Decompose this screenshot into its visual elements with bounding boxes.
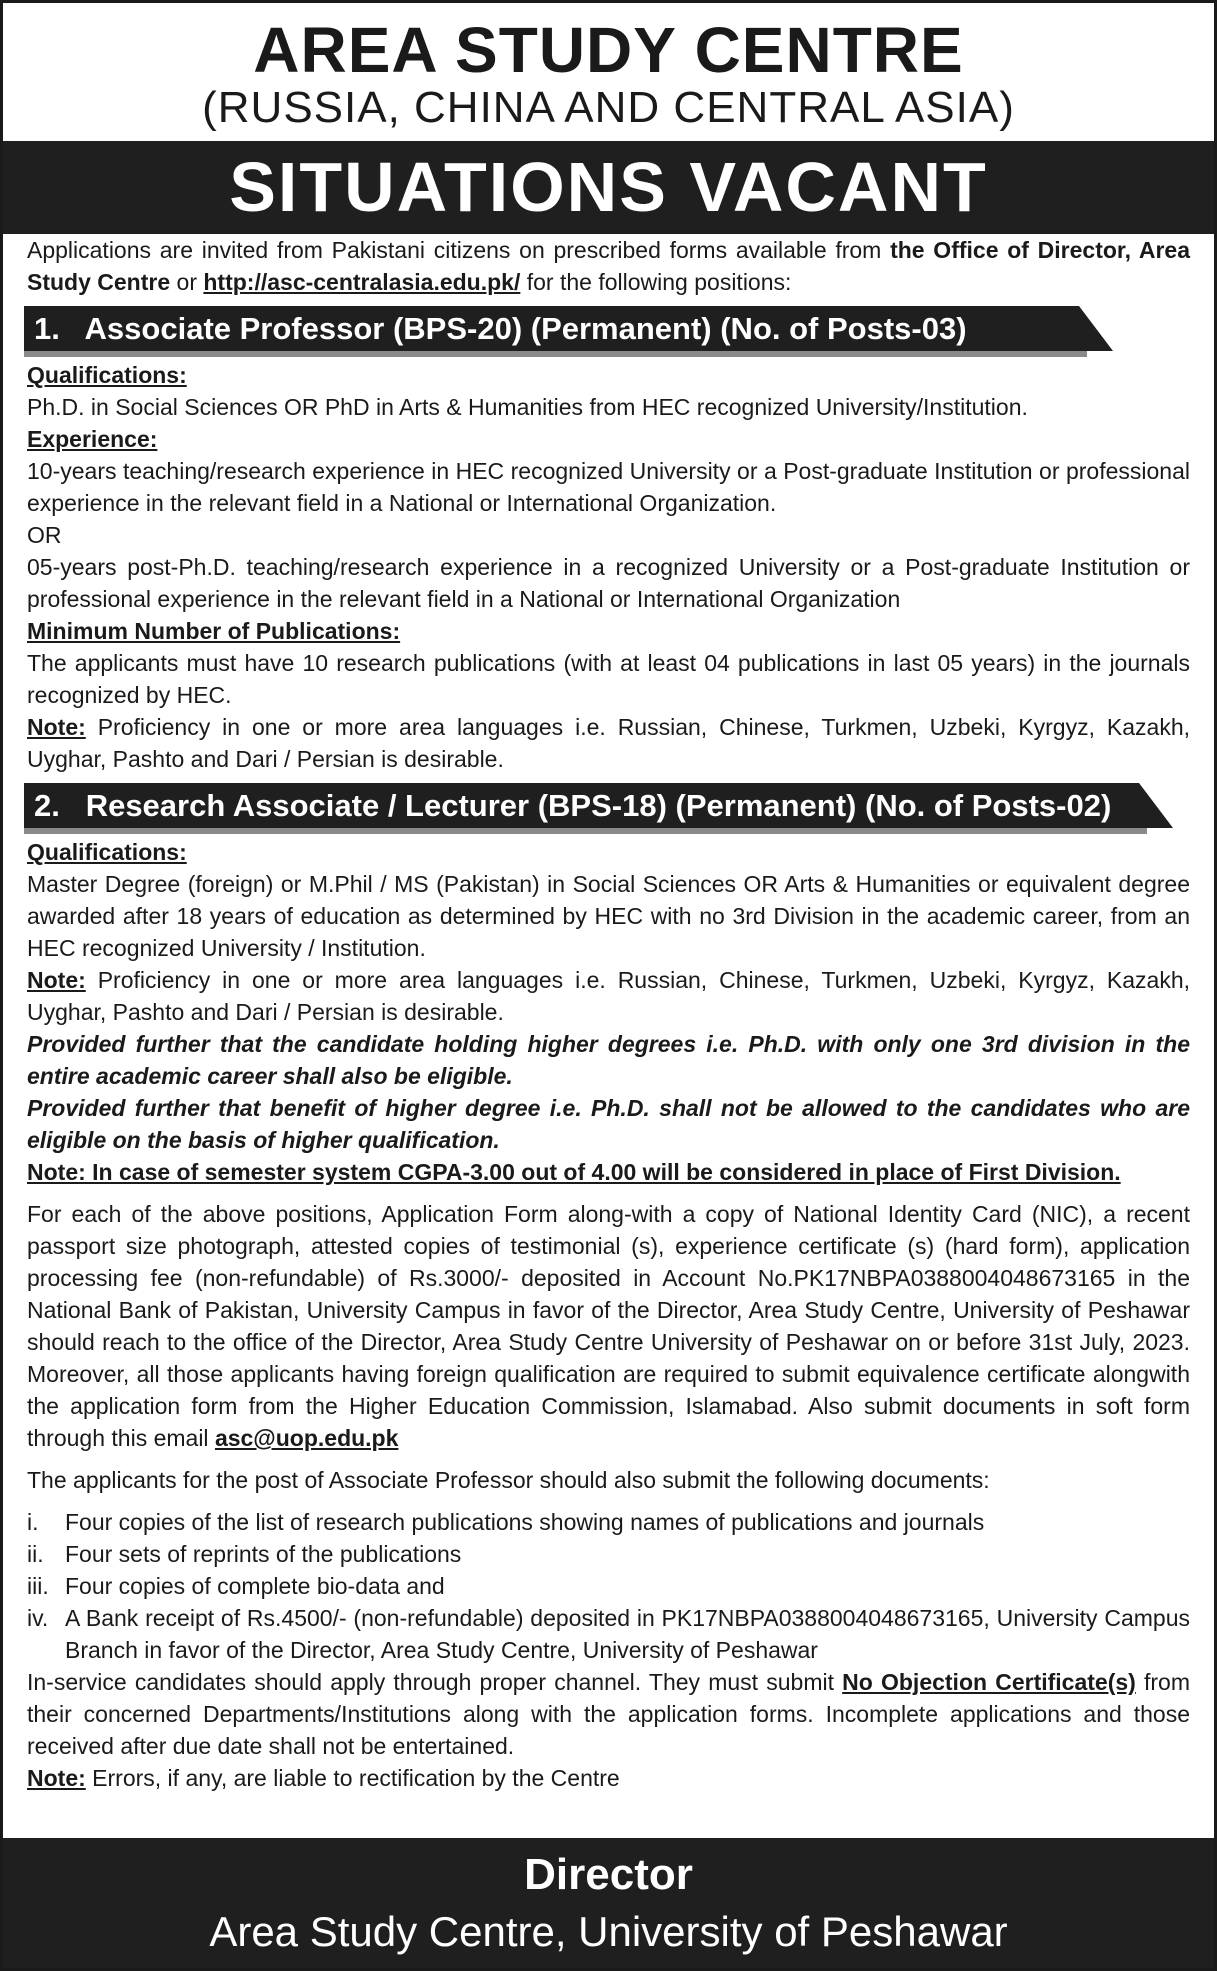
signature-footer bbox=[3, 1838, 1214, 1968]
website-link[interactable]: http://asc-centralasia.edu.pk/ bbox=[203, 269, 521, 295]
p1-publications: The applicants must have 10 research publications (with at least 04 publications in last 05 years) in the journals recognized by HEC. bbox=[27, 650, 1190, 708]
spacer bbox=[27, 1454, 1190, 1464]
list-item bbox=[27, 1570, 1190, 1602]
closing-note bbox=[27, 1762, 1190, 1794]
in-service-text: In-service candidates should apply through proper channel. They must submit bbox=[27, 1669, 843, 1695]
position-1-title: 1. Associate Professor (BPS-20) (Permanent) (No. of Posts-03) bbox=[34, 311, 967, 346]
position-1-heading bbox=[24, 306, 1079, 351]
list-item bbox=[27, 1506, 1190, 1538]
associate-docs-list bbox=[27, 1506, 1190, 1666]
in-service-text-after: from their concerned Departments/Institutions along with the application forms. Incomplete applications and those received after due date shall not be entertained. bbox=[27, 1669, 1190, 1759]
list-marker: i. bbox=[27, 1509, 39, 1535]
signatory-title: Director bbox=[524, 1850, 693, 1899]
p2-qualifications: Master Degree (foreign) or M.Phil / MS (Pakistan) in Social Sciences OR Arts & Humanities or equivalent degree awarded after 18 years of education as determined by HEC with no 3rd Division in the academic career, from an HEC recognized University / Institution. bbox=[27, 871, 1190, 961]
p1-qualifications: Ph.D. in Social Sciences OR PhD in Arts & Humanities from HEC recognized University/Institution. bbox=[27, 394, 1028, 420]
application-text: For each of the above positions, Application Form along-with a copy of National Identity Card (NIC), a recent passport size photograph, attested copies of testimonial (s), experience certificate (s) (hard form), application processing fee (non-refundable) of Rs.3000/- deposited in Account No.PK17NBPA0388004048673165 in the National Bank of Pakistan, University Campus in favor of the Director, Area Study Centre, University of Peshawar should reach to the office of the Director, Area Study Centre University of Peshawar on or before 31st July, 2023. Moreover, all those applicants having foreign qualification are required to submit equivalence certificate alongwith the application form from the Higher Education Commission, Islamabad. Also submit documents in soft form through this email bbox=[27, 1201, 1190, 1451]
spacer bbox=[27, 1496, 1190, 1506]
application-paragraph bbox=[27, 1198, 1190, 1454]
intro-paragraph bbox=[27, 234, 1190, 298]
intro-text: Applications are invited from Pakistani citizens on prescribed forms available from bbox=[27, 237, 891, 263]
spacer bbox=[27, 1188, 1190, 1198]
p2-cgpa-note: Note: In case of semester system CGPA-3.00 out of 4.00 will be considered in place of First Division. bbox=[27, 1159, 1121, 1185]
position-2-title: 2. Research Associate / Lecturer (BPS-18) (Permanent) (No. of Posts-02) bbox=[34, 788, 1112, 823]
closing-note-label: Note: bbox=[27, 1765, 86, 1791]
p1-experience-2: 05-years post-Ph.D. teaching/research experience in a recognized University or a Post-graduate Institution or professional experience in the relevant field in a National or International Organization bbox=[27, 554, 1190, 612]
list-item-text: Four sets of reprints of the publications bbox=[65, 1541, 462, 1567]
closing-note-text: Errors, if any, are liable to rectification by the Centre bbox=[85, 1765, 620, 1791]
intro-office: the Office of Director, Area Study Centre bbox=[27, 237, 1190, 295]
p2-note-label: Note: bbox=[27, 967, 86, 993]
heading-shadow bbox=[24, 828, 1147, 834]
associate-docs-intro: The applicants for the post of Associate Professor should also submit the following documents: bbox=[27, 1467, 990, 1493]
position-2-heading bbox=[24, 783, 1139, 828]
list-item-text: Four copies of complete bio-data and bbox=[65, 1573, 445, 1599]
intro-or: or bbox=[170, 269, 204, 295]
p1-publications-label: Minimum Number of Publications: bbox=[27, 618, 401, 644]
list-marker: iii. bbox=[27, 1573, 49, 1599]
signatory-organization: Area Study Centre, University of Peshawar bbox=[209, 1908, 1008, 1955]
p1-note-label: Note: bbox=[27, 714, 86, 740]
p2-note-text: Proficiency in one or more area languages i.e. Russian, Chinese, Turkmen, Uzbeki, Kyrgyz, Kazakh, Uyghar, Pashto and Dari / Persian is desirable. bbox=[27, 967, 1190, 1025]
p2-provided-1: Provided further that the candidate holding higher degrees i.e. Ph.D. with only one 3rd division in the entire academic career shall also be eligible. bbox=[27, 1031, 1190, 1089]
heading-shadow bbox=[24, 351, 1087, 357]
list-marker: iv. bbox=[27, 1605, 49, 1631]
p1-or: OR bbox=[27, 522, 62, 548]
email-link[interactable]: asc@uop.edu.pk bbox=[214, 1425, 399, 1451]
p2-qualifications-label: Qualifications: bbox=[27, 839, 187, 865]
p2-provided-2: Provided further that benefit of higher degree i.e. Ph.D. shall not be allowed to the candidates who are eligible on the basis of higher qualification. bbox=[27, 1095, 1190, 1153]
list-item bbox=[27, 1538, 1190, 1570]
in-service-paragraph bbox=[27, 1666, 1190, 1762]
page-subtitle: (RUSSIA, CHINA AND CENTRAL ASIA) bbox=[202, 83, 1015, 132]
page-title: AREA STUDY CENTRE bbox=[253, 14, 964, 86]
advertisement-body bbox=[3, 234, 1214, 1794]
intro-text-after: for the following positions: bbox=[520, 269, 792, 295]
p1-qualifications-label: Qualifications: bbox=[27, 362, 187, 388]
list-item-text: Four copies of the list of research publications showing names of publications and journals bbox=[65, 1509, 985, 1535]
vacancy-banner: SITUATIONS VACANT bbox=[3, 141, 1214, 234]
p2-note bbox=[27, 964, 1190, 1028]
list-item-text: A Bank receipt of Rs.4500/- (non-refundable) deposited in PK17NBPA0388004048673165, University Campus Branch in favor of the Director, Area Study Centre, University of Peshawar bbox=[65, 1605, 1190, 1663]
p1-note-text: Proficiency in one or more area languages i.e. Russian, Chinese, Turkmen, Uzbeki, Kyrgyz, Kazakh, Uyghar, Pashto and Dari / Persian is desirable. bbox=[27, 714, 1190, 772]
list-marker: ii. bbox=[27, 1541, 44, 1567]
noc-text: No Objection Certificate(s) bbox=[842, 1669, 1136, 1695]
p1-note bbox=[27, 711, 1190, 775]
p1-experience-label: Experience: bbox=[27, 426, 158, 452]
list-item bbox=[27, 1602, 1190, 1666]
p1-experience-1: 10-years teaching/research experience in HEC recognized University or a Post-graduate Institution or professional experience in the relevant field in a National or International Organization. bbox=[27, 458, 1190, 516]
